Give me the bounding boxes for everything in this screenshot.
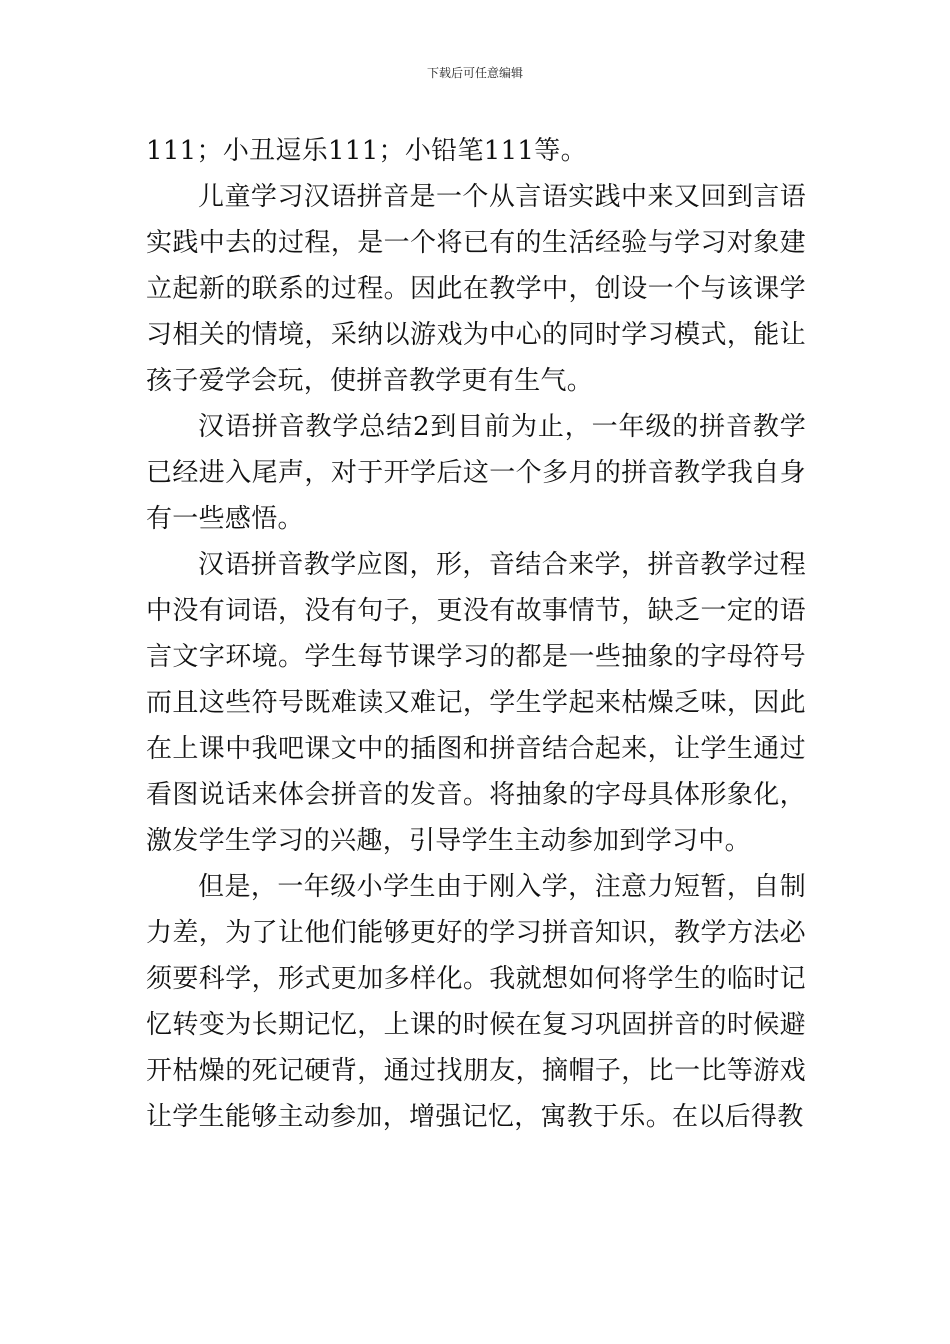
paragraph-summary-2-intro: 汉语拼音教学总结2到目前为止，一年级的拼音教学已经进入尾声，对于开学后这一个多月的拼音教学我自身有一些感悟。 [146, 412, 806, 534]
paragraph-continuation: 111；小丑逗乐111；小铅笔111等。 [146, 136, 587, 166]
paragraph-teaching-methods: 但是，一年级小学生由于刚入学，注意力短暂，自制力差，为了让他们能够更好的学习拼音知识，教学方法必须要科学，形式更加多样化。我就想如何将学生的临时记忆转变为长期记忆，上课的时候在复习巩固拼音的时候避开枯燥的死记硬背，通过找朋友，摘帽子，比一比等游戏让学生能够主动参加，增强记忆，寓教于乐。在以后得教 [146, 872, 806, 1132]
paragraph-image-shape-sound: 汉语拼音教学应图，形，音结合来学，拼音教学过程中没有词语，没有句子，更没有故事情节，缺乏一定的语言文字环境。学生每节课学习的都是一些抽象的字母符号而且这些符号既难读又难记，学生学起来枯燥乏味，因此在上课中我吧课文中的插图和拼音结合起来，让学生通过看图说话来体会拼音的发音。将抽象的字母具体形象化，激发学生学习的兴趣，引导学生主动参加到学习中。 [146, 550, 806, 856]
document-body [146, 128, 806, 1140]
page-header: 下载后可任意编辑 [426, 66, 523, 80]
paragraph-pinyin-learning-process: 儿童学习汉语拼音是一个从言语实践中来又回到言语实践中去的过程，是一个将已有的生活经验与学习对象建立起新的联系的过程。因此在教学中，创设一个与该课学习相关的情境，采纳以游戏为中心的同时学习模式，能让孩子爱学会玩，使拼音教学更有生气。 [146, 182, 806, 396]
